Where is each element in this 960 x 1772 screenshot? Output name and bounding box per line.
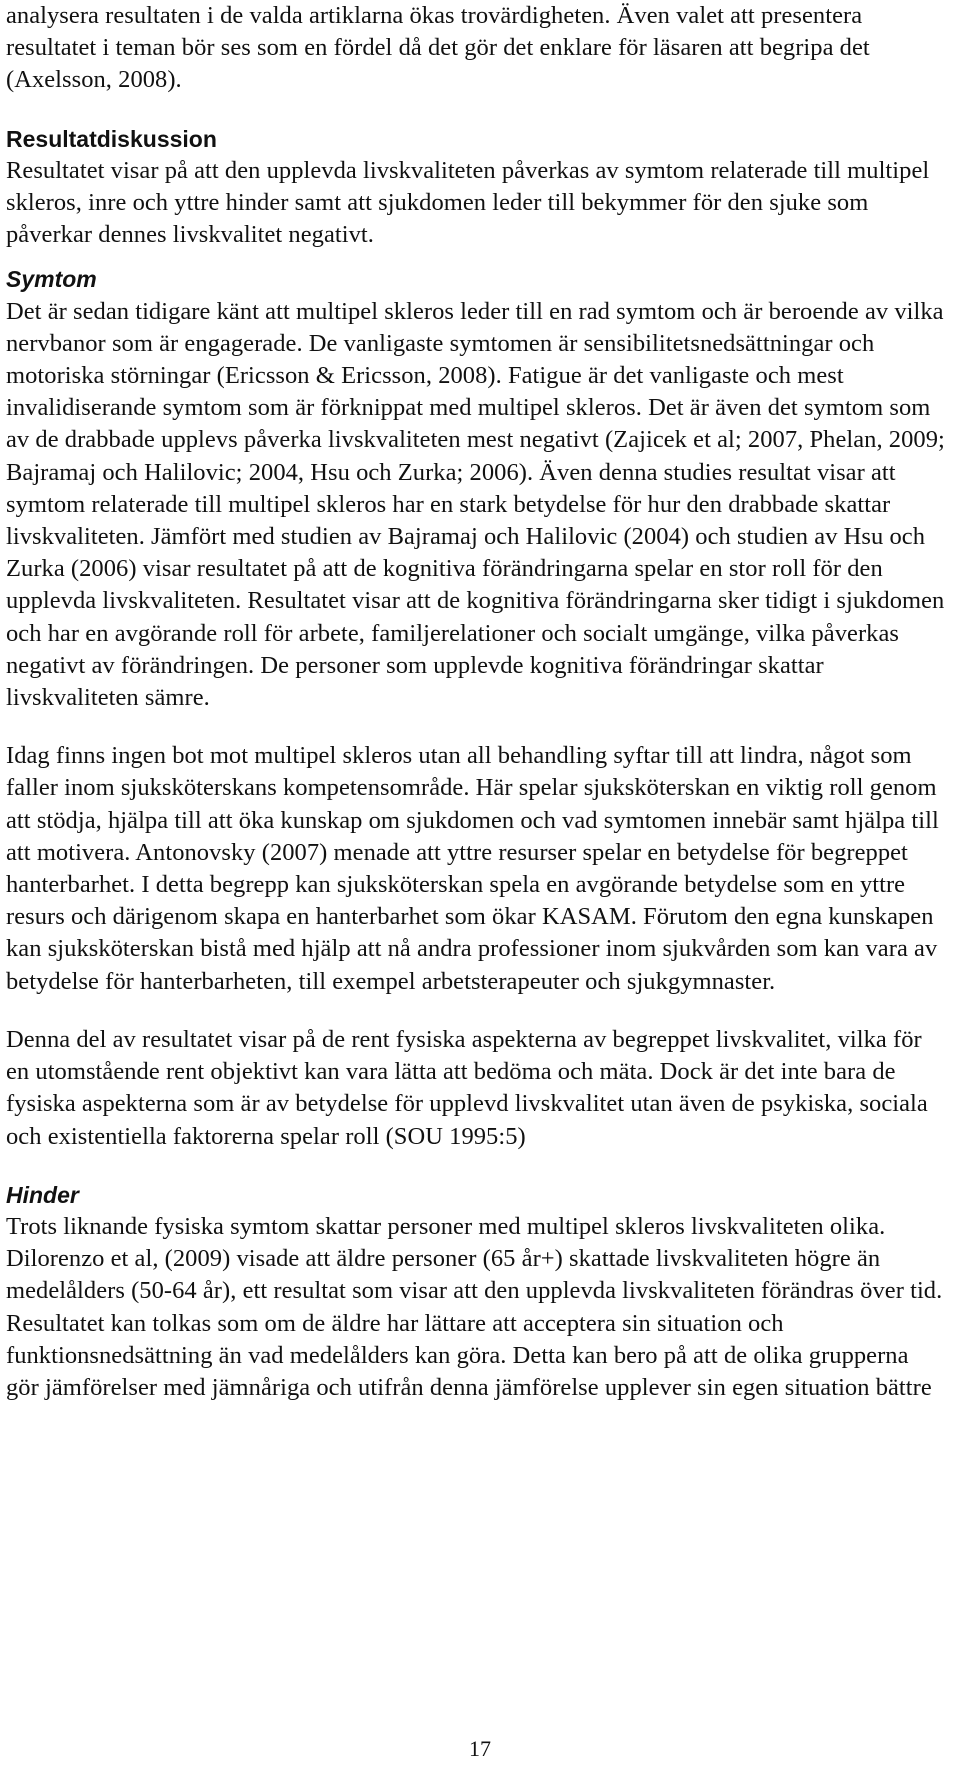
spacer <box>6 1153 946 1179</box>
spacer <box>6 714 946 740</box>
document-page <box>6 0 946 1404</box>
symtom-paragraph-3: Denna del av resultatet visar på de rent fysiska aspekterna av begreppet livskvalitet, vilka för en utomstående rent objektivt kan vara lätta att bedöma och mäta. Dock är det inte bara de fysiska aspekterna som är av betydelse för upplevd livskvalitet utan även de psykiska, sociala och existentiella faktorerna spelar roll (SOU 1995:5) <box>6 1025 928 1150</box>
hinder-paragraph-1: Trots liknande fysiska symtom skattar personer med multipel skleros livskvaliteten olika. Dilorenzo et al, (2009) visade att äldre personer (65 år+) skattade livskvaliteten högre än medelålders (50-64 år), ett resultat som visar att den upplevda livskvaliteten förändras över tid. Resultatet kan tolkas som om de äldre har lättare att acceptera sin situation och funktionsnedsättning än vad medelålders kan göra. Detta kan bero på att de olika grupperna gör jämförelser med jämnåriga och utifrån denna jämförelse upplever sin egen situation bättre <box>6 1212 943 1401</box>
intro-paragraph: analysera resultaten i de valda artiklarna ökas trovärdigheten. Även valet att presentera resultatet i teman bör ses som en fördel då det gör det enklare för läsaren att begripa det (Axelsson, 2008). <box>6 2 870 94</box>
spacer <box>6 998 946 1024</box>
page-number: 17 <box>469 1736 491 1761</box>
section-heading-resultatdiskussion: Resultatdiskussion <box>6 125 217 152</box>
symtom-paragraph-2: Idag finns ingen bot mot multipel skleros utan all behandling syftar till att lindra, något som faller inom sjuksköterskans kompetensområde. Här spelar sjuksköterskan en viktig roll genom att stödja, hjälpa till att öka kunskap om sjukdomen och vad symtomen innebär samt hjälpa till att motivera. Antonovsky (2007) menade att yttre resurser spelar en betydelse för begreppet hanterbarhet. I detta begrepp kan sjuksköterskan spela en avgörande betydelse som en yttre resurs och därigenom skapa en hanterbarhet som ökar KASAM. Förutom den egna kunskapen kan sjuksköterskan bistå med hjälp att nå andra professioner inom sjukvården som kan vara av betydelse för hanterbarheten, till exempel arbetsterapeuter och sjukgymnaster. <box>6 742 939 995</box>
subheading-hinder: Hinder <box>6 1181 79 1208</box>
resultatdiskussion-paragraph: Resultatet visar på att den upplevda livskvaliteten påverkas av symtom relaterade till multipel skleros, inre och yttre hinder samt att sjukdomen leder till bekymmer för den sjuke som påverkar dennes livskvalitet negativt. <box>6 156 930 249</box>
spacer <box>6 251 946 263</box>
subheading-symtom: Symtom <box>6 266 97 293</box>
spacer <box>6 97 946 123</box>
symtom-paragraph-1: Det är sedan tidigare känt att multipel skleros leder till en rad symtom och är beroende av vilka nervbanor som är engagerade. De vanligaste symtomen är sensibilitetsnedsättningar och motoriska störningar (Ericsson & Ericsson, 2008). Fatigue är det vanligaste och mest invalidiserande symtom som är förknippat med multipel skleros. Det är även det symtom som av de drabbade upplevs påverka livskvaliteten mest negativt (Zajicek et al; 2007, Phelan, 2009; Bajramaj och Halilovic; 2004, Hsu och Zurka; 2006). Även denna studies resultat visar att symtom relaterade till multipel skleros har en stark betydelse för hur den drabbade skattar livskvaliteten. Jämfört med studien av Bajramaj och Halilovic (2004) och studien av Hsu och Zurka (2006) visar resultatet på att de kognitiva förändringarna spelar en stor roll för den upplevda livskvaliteten. Resultatet visar att de kognitiva förändringarna sker tidigt i sjukdomen och har en avgörande roll för arbete, familjerelationer och socialt umgänge, vilka påverkas negativt av förändringen. De personer som upplevde kognitiva förändringar skattar livskvaliteten sämre. <box>6 297 945 712</box>
